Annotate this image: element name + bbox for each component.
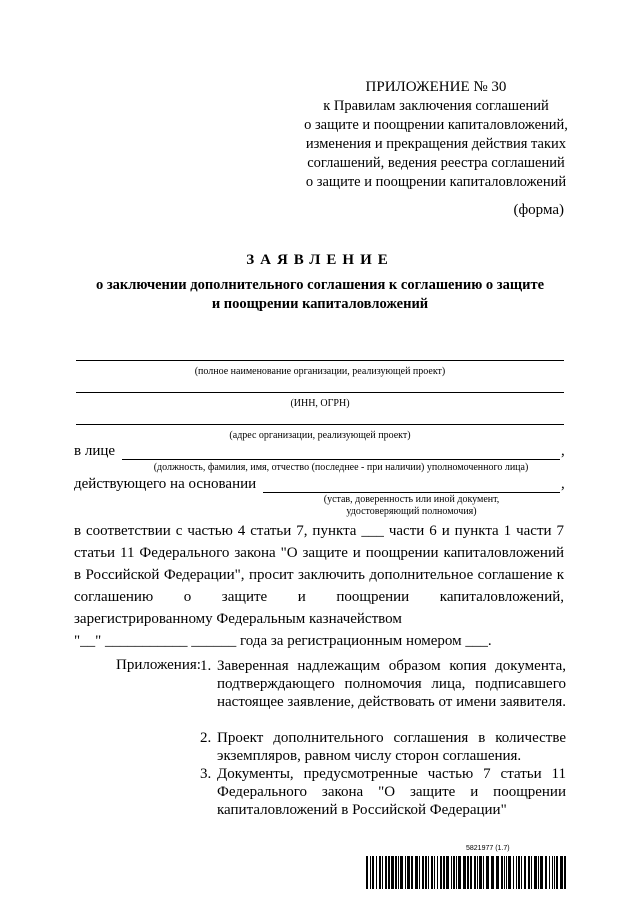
- barcode-bar: [453, 856, 455, 889]
- attachment-item: [200, 765, 566, 819]
- in-person-label: в лице: [74, 443, 116, 459]
- barcode-bar: [411, 856, 413, 889]
- barcode-bar: [501, 856, 503, 889]
- barcode-image: [366, 856, 566, 889]
- document-subtitle: [70, 276, 570, 314]
- appendix-header: [300, 78, 572, 192]
- barcode-bar: [440, 856, 442, 889]
- barcode-bar: [382, 856, 383, 889]
- barcode-bar: [524, 856, 526, 889]
- appendix-line: к Правилам заключения соглашений: [323, 98, 549, 114]
- barcode-bar: [379, 856, 381, 889]
- barcode-bar: [437, 856, 438, 889]
- barcode-bar: [425, 856, 427, 889]
- barcode-bar: [366, 856, 368, 889]
- barcode-bar: [372, 856, 374, 889]
- barcode-bar: [370, 856, 371, 889]
- barcode-bar: [451, 856, 452, 889]
- attachment-number: 3.: [200, 766, 212, 782]
- attachment-text: Заверенная надлежащим образом копия документа, подтверждающего полномочия лица, подписавшего настоящее заявление, действовать от имени заявителя.: [217, 658, 566, 710]
- basis-label: действующего на основании: [74, 476, 257, 492]
- barcode-bar: [560, 856, 563, 889]
- document-title: ЗАЯВЛЕНИЕ: [246, 252, 394, 268]
- in-person-line[interactable]: [122, 459, 560, 460]
- barcode-bar: [534, 856, 537, 889]
- basis-caption-line: удостоверяющий полномочия): [346, 506, 477, 517]
- subtitle-line: о заключении дополнительного соглашения к соглашению о защите: [95, 277, 545, 293]
- barcode-bar: [422, 856, 424, 889]
- barcode-bar: [391, 856, 394, 889]
- barcode-bar: [521, 856, 522, 889]
- barcode-bar: [458, 856, 461, 889]
- barcode-bar: [486, 856, 489, 889]
- barcode-bar: [518, 856, 520, 889]
- barcode-bar: [428, 856, 429, 889]
- appendix-number: ПРИЛОЖЕНИЕ № 30: [365, 79, 507, 95]
- barcode-bar: [556, 856, 558, 889]
- address-line[interactable]: [76, 424, 564, 425]
- barcode-bar: [564, 856, 566, 889]
- registration-line: "__" ___________ ______ года за регистрационным номером ___.: [74, 633, 492, 649]
- barcode-bar: [463, 856, 466, 889]
- barcode-bar: [554, 856, 555, 889]
- form-label: (форма): [513, 202, 564, 218]
- appendix-line: о защите и поощрении капиталовложений,: [304, 117, 568, 133]
- comma: ,: [561, 476, 565, 492]
- barcode-bar: [531, 856, 532, 889]
- appendix-line: о защите и поощрении капиталовложений: [305, 174, 567, 190]
- barcode-bar: [528, 856, 530, 889]
- barcode-bar: [470, 856, 472, 889]
- appendix-line: изменения и прекращения действия таких: [305, 136, 567, 152]
- attachments-label: Приложения:: [116, 657, 201, 673]
- org-name-line[interactable]: [76, 360, 564, 361]
- barcode-bar: [405, 856, 406, 889]
- barcode-bar: [513, 856, 514, 889]
- barcode-bar: [398, 856, 399, 889]
- barcode-bar: [516, 856, 517, 889]
- attachment-item: [200, 657, 566, 711]
- subtitle-line: и поощрении капиталовложений: [211, 296, 429, 312]
- barcode-bar: [545, 856, 547, 889]
- barcode-bar: [419, 856, 420, 889]
- barcode-bar: [407, 856, 410, 889]
- barcode-bar: [376, 856, 377, 889]
- barcode-bar: [446, 856, 449, 889]
- barcode-bar: [491, 856, 494, 889]
- appendix-line: соглашений, ведения реестра соглашений: [307, 155, 565, 171]
- barcode-bar: [506, 856, 507, 889]
- barcode-bar: [504, 856, 505, 889]
- barcode-bar: [538, 856, 539, 889]
- barcode-bar: [434, 856, 435, 889]
- attachment-text: Проект дополнительного соглашения в количестве экземпляров, равном числу сторон соглашения.: [217, 730, 566, 764]
- attachment-text: Документы, предусмотренные частью 7 статьи 11 Федерального закона "О защите и поощрении капиталовложений в Российской Федерации": [217, 766, 566, 818]
- barcode-bar: [415, 856, 418, 889]
- barcode-bar: [508, 856, 511, 889]
- attachment-number: 2.: [200, 730, 212, 746]
- barcode-bar: [549, 856, 550, 889]
- inn-line[interactable]: [76, 392, 564, 393]
- barcode-bar: [467, 856, 469, 889]
- basis-caption-line: (устав, доверенность или иной документ,: [323, 494, 500, 505]
- inn-caption: (ИНН, ОГРН): [290, 398, 350, 409]
- barcode-number: 5821977 (1.7): [466, 845, 510, 852]
- barcode-bar: [477, 856, 478, 889]
- address-caption: (адрес организации, реализующей проект): [229, 430, 411, 441]
- barcode-bar: [385, 856, 387, 889]
- basis-line[interactable]: [263, 492, 560, 493]
- barcode-bar: [540, 856, 543, 889]
- barcode-bar: [496, 856, 499, 889]
- barcode-bar: [483, 856, 484, 889]
- barcode-bar: [456, 856, 457, 889]
- request-text: в соответствии с частью 4 статьи 7, пункта ___ части 6 и пункта 1 части 7 статьи 11 Федерального закона "О защите и поощрении капиталовложений в Российской Федерации", просит заключить дополнительное соглашение к соглашению о защите и поощрении капиталовложений, зарегистрированному Федеральным казначейством: [74, 523, 564, 627]
- attachment-number: 1.: [200, 658, 212, 674]
- attachment-item: [200, 729, 566, 765]
- barcode-bar: [431, 856, 433, 889]
- in-person-caption: (должность, фамилия, имя, отчество (последнее - при наличии) уполномоченного лица): [153, 462, 529, 473]
- comma: ,: [561, 443, 565, 459]
- basis-caption: [263, 494, 560, 518]
- barcode-bar: [479, 856, 482, 889]
- barcode-bar: [443, 856, 445, 889]
- barcode-bar: [400, 856, 403, 889]
- org-name-caption: (полное наименование организации, реализующей проект): [194, 366, 446, 377]
- request-paragraph: [74, 520, 564, 652]
- barcode-bar: [474, 856, 476, 889]
- barcode-bar: [395, 856, 397, 889]
- barcode-bar: [552, 856, 553, 889]
- barcode-bar: [388, 856, 390, 889]
